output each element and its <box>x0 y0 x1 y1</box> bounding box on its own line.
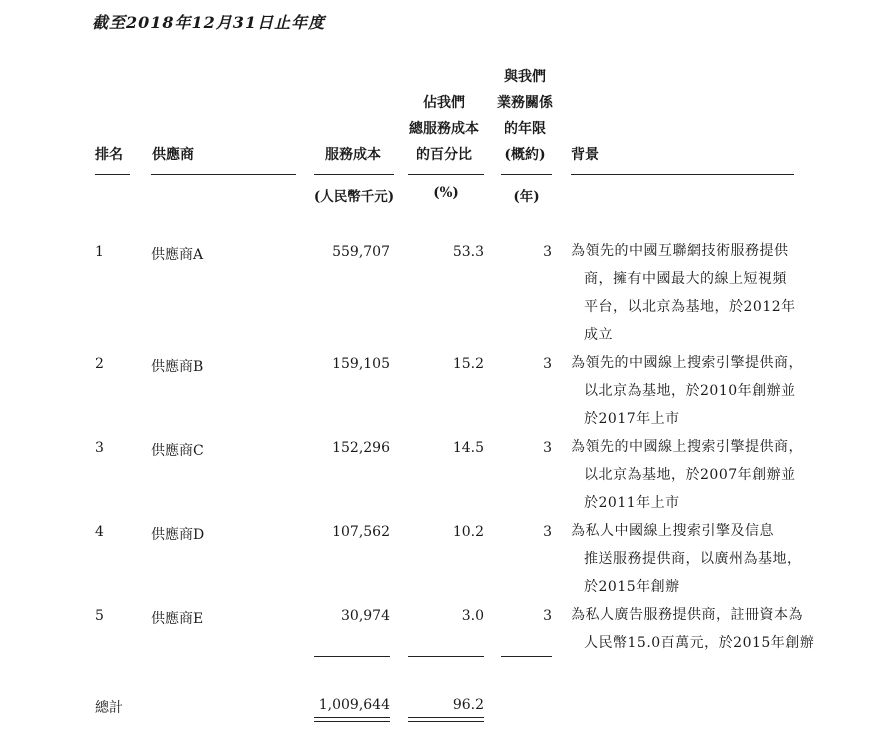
background-line: 以北京為基地，於2010年創辦並 <box>584 383 796 399</box>
header-years-line: 與我們 <box>504 69 546 85</box>
subtotal-rule-cost <box>314 656 390 657</box>
row-years: 3 <box>543 608 552 624</box>
row-pct: 14.5 <box>452 440 484 456</box>
header-service-cost: 服務成本 <box>325 147 381 163</box>
background-line: 以北京為基地，於2007年創辦並 <box>584 467 796 483</box>
row-supplier: 供應商A <box>151 247 204 263</box>
background-line: 平台，以北京為基地，於2012年 <box>584 299 796 315</box>
header-years-line: (概約) <box>504 147 546 163</box>
header-supplier: 供應商 <box>152 147 194 163</box>
row-background <box>571 349 803 433</box>
row-cost: 152,296 <box>332 440 390 456</box>
background-line: 成立 <box>584 327 613 343</box>
total-pct: 96.2 <box>452 697 484 713</box>
row-supplier: 供應商B <box>151 359 204 375</box>
background-line: 於2017年上市 <box>584 411 680 427</box>
row-background <box>571 237 796 349</box>
row-supplier: 供應商E <box>151 611 204 627</box>
background-line: 於2011年上市 <box>584 495 680 511</box>
header-rule-cost <box>314 174 394 175</box>
unit-service-cost: (人民幣千元) <box>313 189 395 205</box>
total-double-rule-cost <box>314 717 390 722</box>
row-background <box>571 517 802 601</box>
header-background: 背景 <box>571 147 599 163</box>
total-double-rule-pct <box>408 717 484 722</box>
background-line: 商，擁有中國最大的線上短視頻 <box>584 271 787 287</box>
header-years-line: 業務關係 <box>497 95 553 111</box>
background-line: 人民幣15.0百萬元，於2015年創辦 <box>584 635 815 651</box>
background-line: 為私人中國線上搜索引擎及信息 <box>571 523 774 539</box>
row-rank: 3 <box>95 440 104 456</box>
header-rank: 排名 <box>95 147 123 163</box>
background-line: 為領先的中國線上搜索引擎提供商， <box>571 355 803 371</box>
table-title: 截至2018年12月31日止年度 <box>92 13 326 32</box>
row-cost: 30,974 <box>341 608 390 624</box>
background-line: 推送服務提供商，以廣州為基地， <box>584 551 802 567</box>
row-rank: 2 <box>95 356 104 372</box>
unit-pct: (%) <box>433 185 459 201</box>
row-pct: 15.2 <box>452 356 484 372</box>
total-label: 總計 <box>95 700 123 716</box>
row-supplier: 供應商D <box>151 527 205 543</box>
header-years <box>497 64 553 168</box>
background-line: 為私人廣告服務提供商，註冊資本為 <box>571 607 803 623</box>
row-pct: 53.3 <box>452 244 484 260</box>
background-line: 於2015年創辦 <box>584 579 680 595</box>
row-cost: 107,562 <box>332 524 390 540</box>
row-background <box>571 433 803 517</box>
background-line: 為領先的中國線上搜索引擎提供商， <box>571 439 803 455</box>
row-pct: 10.2 <box>452 524 484 540</box>
subtotal-rule-pct <box>408 656 484 657</box>
subtotal-rule-years <box>501 656 552 657</box>
header-pct-line: 總服務成本 <box>409 121 479 137</box>
header-rule-background <box>571 174 794 175</box>
row-background <box>571 601 814 657</box>
header-pct-line: 佔我們 <box>423 95 465 111</box>
unit-years: (年) <box>513 189 540 205</box>
row-cost: 559,707 <box>332 244 390 260</box>
header-pct-line: 的百分比 <box>416 147 472 163</box>
total-cost: 1,009,644 <box>318 697 390 713</box>
background-line: 為領先的中國互聯網技術服務提供 <box>571 243 789 259</box>
row-years: 3 <box>543 524 552 540</box>
row-pct: 3.0 <box>461 608 484 624</box>
row-cost: 159,105 <box>332 356 390 372</box>
header-rule-rank <box>95 174 130 175</box>
row-years: 3 <box>543 244 552 260</box>
header-rule-years <box>501 174 552 175</box>
header-rule-pct <box>408 174 484 175</box>
row-years: 3 <box>543 356 552 372</box>
row-rank: 1 <box>95 244 104 260</box>
header-rule-supplier <box>151 174 296 175</box>
header-years-line: 的年限 <box>504 121 546 137</box>
row-supplier: 供應商C <box>151 443 204 459</box>
row-rank: 4 <box>95 524 104 540</box>
row-years: 3 <box>543 440 552 456</box>
row-rank: 5 <box>95 608 104 624</box>
header-pct <box>403 90 485 168</box>
